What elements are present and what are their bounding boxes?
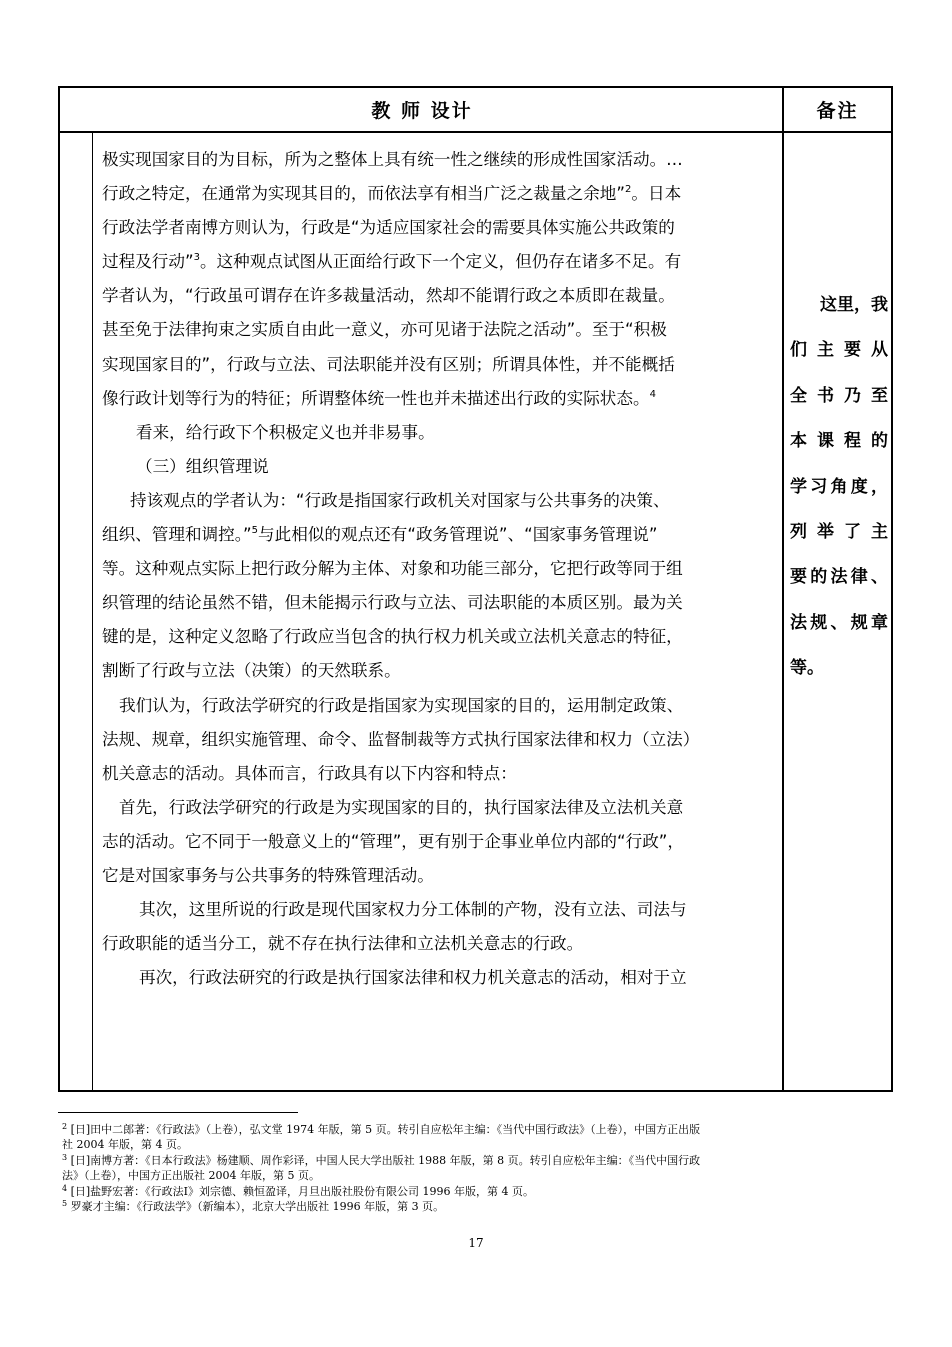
text-line: 持该观点的学者认为：“行政是指国家行政机关对国家与公共事务的决策、 <box>130 490 670 510</box>
text-line: 键的是，这种定义忽略了行政应当包含的执行权力机关或立法机关意志的特征， <box>102 627 683 647</box>
teaching-design-table <box>58 86 893 1092</box>
text-line: 行政之特定，在通常为实现其目的，而依法享有相当广泛之裁量之余地”$^2$。日本 <box>102 184 682 204</box>
text-line: 我们认为，行政法学研究的行政是指国家为实现国家的目的，运用制定政策、 <box>119 695 684 715</box>
text-line: 极实现国家目的为目标，所为之整体上具有统一性之继续的形成性国家活动。… <box>102 150 683 169</box>
text-line: 甚至免于法律拘束之实质自由此一意义，亦可见诸于法院之活动”。至于“积极 <box>102 320 667 340</box>
teacher-design-content <box>102 143 778 995</box>
footnote-ref: 4 <box>649 388 656 400</box>
text-line: 像行政计划等行为的特征；所谓整体统一性也并未描述出行政的实际状态。$^4$ <box>102 388 656 408</box>
footnote-3-cont: 法》（上卷），中国方正出版社 2004 年版，第 5 页。 <box>62 1169 320 1183</box>
footnote-2: $^2$ [日]田中二郎著：《行政法》（上卷），弘文堂 1974 年版，第 5 页。转引自应松年主编：《当代中国行政法》（上卷），中国方正出版 <box>62 1122 701 1136</box>
remark-line: 等。 <box>790 658 824 679</box>
footnote-ref: 2 <box>625 184 632 196</box>
table-header-row <box>60 88 891 133</box>
text-line: 行政职能的适当分工，就不存在执行法律和立法机关意志的行政。 <box>102 934 584 954</box>
text-line: 等。这种观点实际上把行政分解为主体、对象和功能三部分，它把行政等同于组 <box>102 559 683 579</box>
text-line: 行政法学者南博方则认为，行政是“为适应国家社会的需要具体实施公共政策的 <box>102 218 675 238</box>
header-remarks: 备注 <box>816 100 859 122</box>
text-line: 再次，行政法研究的行政是执行国家法律和权力机关意志的活动，相对于立 <box>139 968 687 988</box>
remark-line: 要的法律、 <box>790 567 888 588</box>
text-line: 其次，这里所说的行政是现代国家权力分工体制的产物，没有立法、司法与 <box>139 900 687 920</box>
footnote-3: $^3$ [日]南博方著：《日本行政法》杨建顺、周作彩译，中国人民大学出版社 1988 年版，第 8 页。转引自应松年主编：《当代中国行政 <box>62 1152 701 1167</box>
text-line: 法规、规章，组织实施管理、命令、监督制裁等方式执行国家法律和权力（立法） <box>102 729 700 749</box>
text-line: 志的活动。它不同于一般意义上的“管理”，更有别于企事业单位内部的“行政”， <box>102 831 684 851</box>
header-teacher-design: 教 师 设计 <box>371 100 473 122</box>
text-line: 它是对国家事务与公共事务的特殊管理活动。 <box>102 865 434 885</box>
footnote-4: $^4$ [日]盐野宏著：《行政法Ⅰ》刘宗德、赖恒盈译，月旦出版社股份有限公司 1996 年版，第 4 页。 <box>62 1183 534 1198</box>
text-line: 学者认为，“行政虽可谓存在许多裁量活动，然却不能谓行政之本质即在裁量。 <box>102 286 675 306</box>
footnotes <box>62 1122 892 1214</box>
remark-line: 学习角度， <box>790 476 888 497</box>
page-number: 17 <box>468 1236 484 1250</box>
text-line: 首先，行政法学研究的行政是为实现国家的目的，执行国家法律及立法机关意 <box>119 797 684 817</box>
remark-line: 全 书 乃 至 <box>790 385 888 406</box>
margin-divider <box>92 133 93 1090</box>
text-line: 织管理的结论虽然不错，但未能揭示行政与立法、司法职能的本质区别。最为关 <box>102 593 683 613</box>
footnote-2-cont: 社 2004 年版，第 4 页。 <box>62 1138 188 1152</box>
footnote-ref: 5 <box>251 525 259 537</box>
section-heading: （三）组织管理说 <box>136 456 269 476</box>
remarks-content <box>790 283 888 692</box>
footnote-ref: 3 <box>193 252 200 264</box>
footnote-separator <box>58 1112 298 1113</box>
remark-line: 本 课 程 的 <box>790 431 888 452</box>
text-line: 过程及行动”$^3$。这种观点试图从正面给行政下一个定义，但仍存在诸多不足。有 <box>102 252 682 272</box>
footnote-5: $^5$ 罗豪才主编：《行政法学》（新编本），北京大学出版社 1996 年版，第 3 页。 <box>62 1199 445 1214</box>
remark-line: 这里，我 <box>820 295 888 315</box>
remark-line: 们 主 要 从 <box>790 340 888 361</box>
column-divider <box>782 88 784 1090</box>
text-line: 组织、管理和调控。”$^5$与此相似的观点还有“政务管理说”、“国家事务管理说” <box>102 525 658 545</box>
text-line: 机关意志的活动。具体而言，行政具有以下内容和特点： <box>102 763 517 783</box>
remark-line: 列 举 了 主 <box>790 522 888 543</box>
text-line: 实现国家目的”，行政与立法、司法职能并没有区别；所谓具体性，并不能概括 <box>102 354 675 374</box>
text-line: 看来，给行政下个积极定义也并非易事。 <box>136 422 435 442</box>
remark-line: 法规、规章 <box>790 612 888 633</box>
text-line: 割断了行政与立法（决策）的天然联系。 <box>102 661 401 681</box>
